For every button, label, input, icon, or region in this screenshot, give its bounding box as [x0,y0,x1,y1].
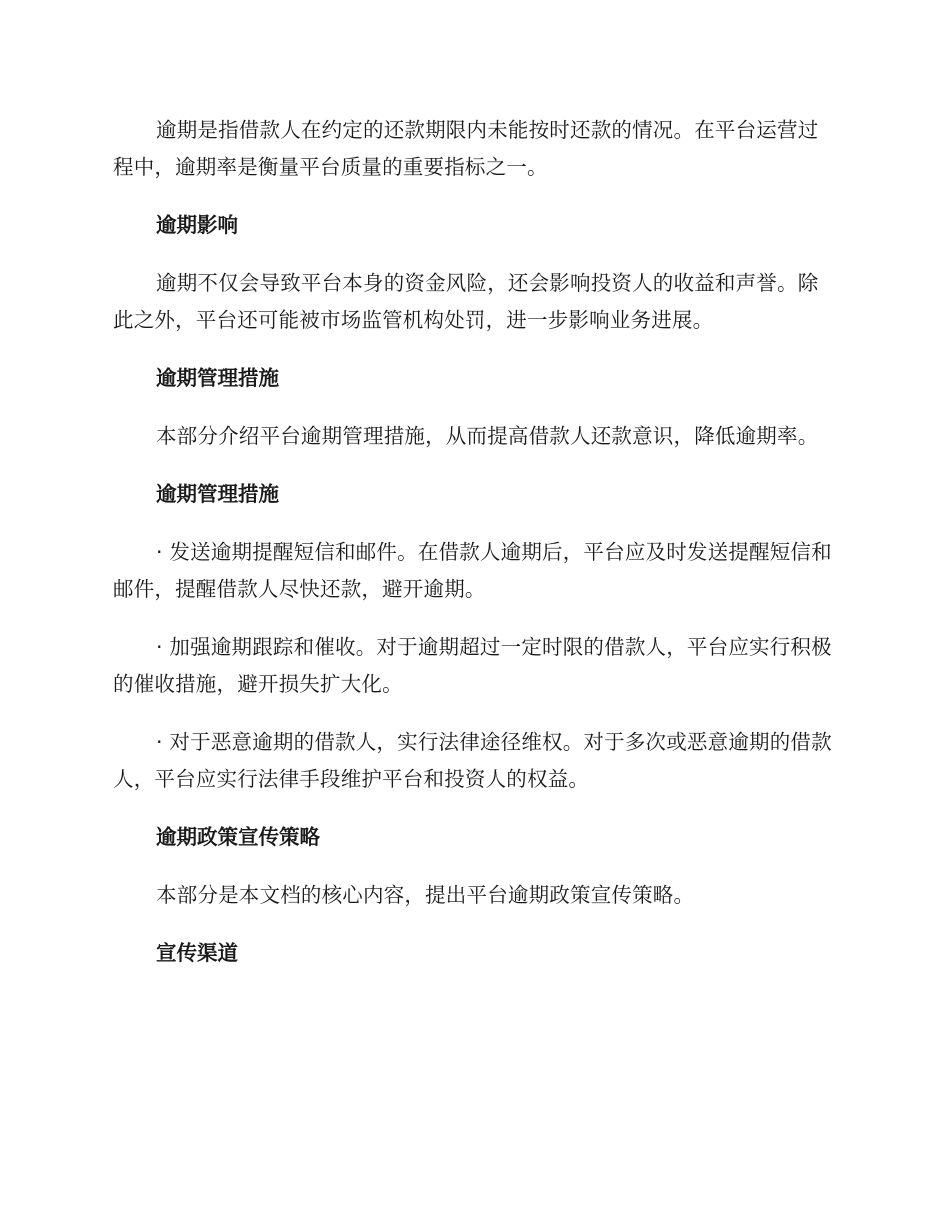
list-item-tracking-collection: · 加强逾期跟踪和催收。对于逾期超过一定时限的借款人，平台应实行积极的催收措施，避开损失扩大化。 [113,635,832,696]
paragraph-promotion-intro: 本部分是本文档的核心内容，提出平台逾期政策宣传策略。 [156,883,695,907]
list-item-legal-action: · 对于恶意逾期的借款人，实行法律途径维权。对于多次或恶意逾期的借款人，平台应实行法律手段维护平台和投资人的权益。 [113,730,832,791]
list-item-send-reminders: · 发送逾期提醒短信和邮件。在借款人逾期后，平台应及时发送提醒短信和邮件，提醒借款人尽快还款，避开逾期。 [113,540,832,601]
heading-promotion-strategy: 逾期政策宣传策略 [156,825,320,849]
heading-overdue-management-measures: 逾期管理措施 [156,482,279,506]
paragraph-management-intro: 本部分介绍平台逾期管理措施，从而提高借款人还款意识，降低逾期率。 [156,424,819,448]
paragraph-overdue-impact: 逾期不仅会导致平台本身的资金风险，还会影响投资人的收益和声誉。除此之外，平台还可能被市场监管机构处罚，进一步影响业务进展。 [113,271,819,332]
heading-overdue-impact: 逾期影响 [156,213,238,237]
document-page [113,112,833,993]
paragraph-overdue-definition: 逾期是指借款人在约定的还款期限内未能按时还款的情况。在平台运营过程中，逾期率是衡量平台质量的重要指标之一。 [113,118,819,179]
heading-promotion-channels: 宣传渠道 [156,941,238,965]
heading-overdue-management: 逾期管理措施 [156,366,279,390]
